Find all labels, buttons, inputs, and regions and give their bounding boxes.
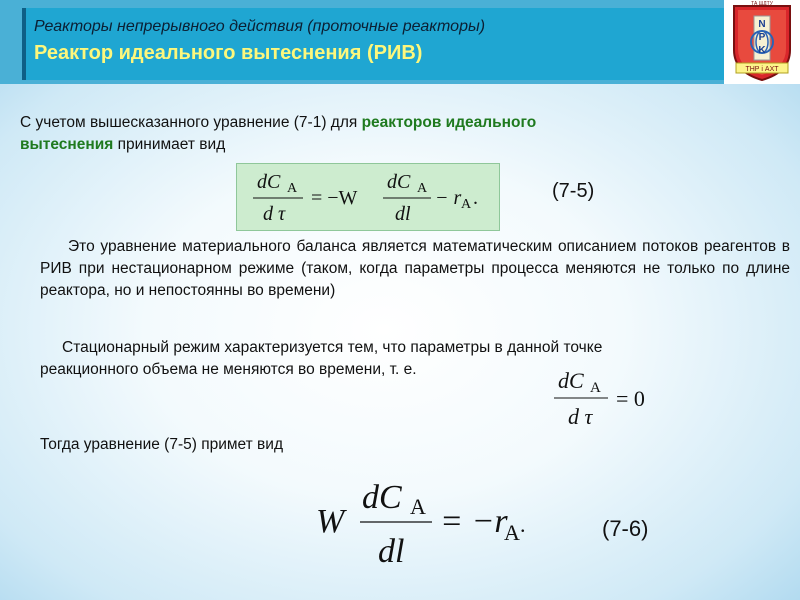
eq76-den: dl [378,533,405,570]
logo-letter-k: K [758,45,766,56]
eq76-num: dC [362,479,402,516]
equation-7-6 [312,470,552,580]
stationary-line-1: Стационарный режим характеризуется тем, что параметры в данной точке [62,339,603,356]
header-panel [22,8,726,80]
eq75-mid: = −W [311,187,358,209]
eq76-rhs-dot: . [520,512,526,537]
eq-zero-den: d τ [568,404,593,429]
eq76-rhs: = −r [440,503,508,540]
balance-text: Это уравнение материального баланса является математическим описанием потоков реагентов в РИВ при нестационарном режиме (таком, когда параметры процесса меняются не только по длине реактора, но и непостоянны во времени) [40,238,790,299]
eq76-rhs-sub: A [504,520,520,545]
equation-7-5 [237,164,499,230]
eq-zero-rhs: = 0 [616,386,645,411]
eq75-tail: − r [435,187,462,209]
eq75-lhs-num: dC [257,171,281,193]
highlight-term-1: реакторов идеального [361,114,537,131]
equation-7-6-label: (7-6) [602,516,649,541]
eq76-sub: A [410,494,426,519]
eq75-rhs-num: dC [387,171,411,193]
equation-stationary [550,362,670,438]
logo-letter-p: P [758,32,766,43]
logo-bottom-text: ТНР і АХТ [745,66,779,73]
logo-letter-n: N [758,19,766,30]
eq75-tail-dot: . [473,187,478,209]
eq75-rhs-sub: A [417,181,428,196]
highlight-term-2: вытеснения [20,136,114,153]
eq75-lhs-den: d τ [263,203,286,225]
stationary-line-2: реакционного объема не меняются во времени, т. е. [40,361,417,378]
page-title: Реактор идеального вытеснения (РИВ) [34,42,423,64]
shield-logo-icon [724,0,800,84]
equation-7-5-label: (7-5) [552,180,595,202]
header-bar [0,0,800,84]
eq75-rhs-den: dl [395,203,411,225]
logo-top-text: ТА ШДТУ [751,1,773,7]
intro-paragraph [20,112,710,156]
eq-zero-sub: A [590,380,601,396]
equation-7-5-box [236,163,500,231]
intro-prefix: С учетом вышесказанного уравнение (7-1) для [20,114,362,131]
intro-suffix: принимает вид [113,136,226,153]
balance-paragraph [40,236,790,302]
eq76-coef: W [316,503,345,540]
logo [724,0,800,84]
header-subtitle: Реакторы непрерывного действия (проточные реакторы) [34,18,486,35]
eq-zero-num: dC [558,368,584,393]
eq75-lhs-sub: A [287,181,298,196]
then-paragraph: Тогда уравнение (7-5) примет вид [40,436,283,453]
eq75-tail-sub: A [461,197,472,212]
